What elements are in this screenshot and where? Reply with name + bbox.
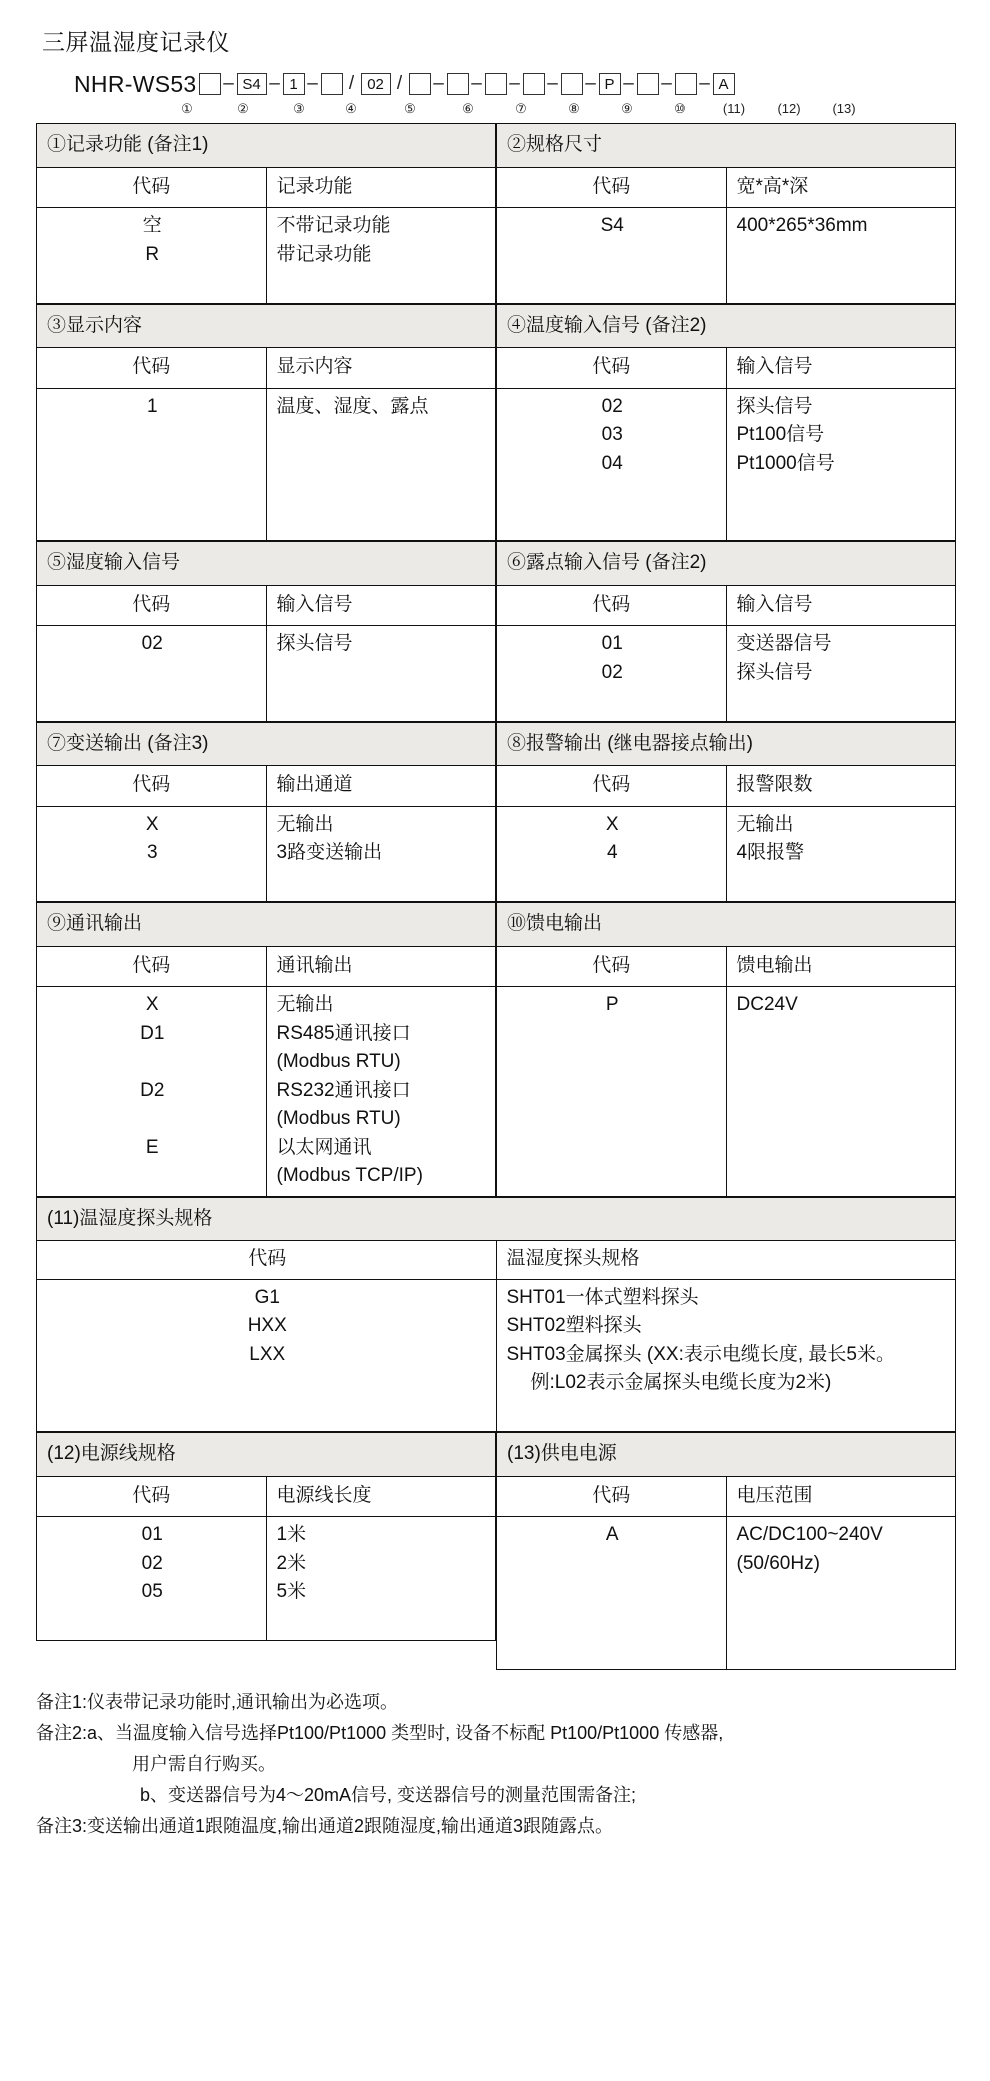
section-title: ⑤湿度输入信号	[37, 542, 496, 586]
model-code-row	[74, 67, 954, 101]
row-value: DC24V	[736, 994, 798, 1015]
table-row-codes	[497, 987, 727, 1197]
index-1: ①	[181, 101, 193, 116]
table-row-codes	[37, 626, 267, 722]
index-12: (12)	[777, 101, 801, 116]
row-code: 4	[606, 842, 618, 863]
column-header-value: 输入信号	[266, 585, 496, 626]
index-10: ⑩	[674, 101, 686, 116]
row-code: X	[145, 813, 159, 835]
row-code: HXX	[247, 1315, 287, 1336]
row-code: S4	[600, 215, 624, 236]
row-value: SHT03金属探头 (XX:表示电缆长度, 最长5米。	[506, 1343, 895, 1365]
section-8	[496, 722, 956, 903]
note-3: 备注3:变送输出通道1跟随温度,输出通道2跟随湿度,输出通道3跟随露点。	[36, 1816, 614, 1837]
row-value: 无输出	[276, 813, 334, 835]
page-title: 三屏温湿度记录仪	[42, 29, 230, 55]
model-box-8[interactable]	[485, 73, 507, 95]
column-header-code: 代码	[37, 766, 267, 807]
table-row-values	[726, 1517, 956, 1670]
table-row-codes	[37, 1279, 497, 1432]
row-value: 400*265*36mm	[736, 215, 868, 236]
model-separator: –	[307, 73, 318, 94]
model-box-5[interactable]: 02	[361, 73, 391, 95]
note-2b: b、变送器信号为4～20mA信号, 变送器信号的测量范围需备注;	[140, 1784, 637, 1805]
column-header-value: 馈电输出	[726, 946, 956, 987]
row-code: E	[145, 1136, 159, 1158]
row-value: 2米	[276, 1552, 307, 1574]
table-row-values	[266, 987, 496, 1197]
model-box-10[interactable]	[561, 73, 583, 95]
table-row-codes	[497, 1517, 727, 1670]
model-box-14[interactable]: A	[713, 73, 735, 95]
section-6	[496, 541, 956, 722]
row-value: 变送器信号	[736, 633, 832, 654]
section-pair-5-6	[36, 541, 956, 722]
column-header-value: 电源线长度	[266, 1476, 496, 1517]
row-code: 3	[146, 842, 158, 863]
table-row-values	[266, 1517, 496, 1641]
index-4: ④	[345, 101, 357, 116]
model-box-9[interactable]	[523, 73, 545, 95]
table-row-values	[266, 806, 496, 902]
column-header-code: 代码	[37, 167, 267, 208]
column-header-value: 显示内容	[266, 348, 496, 389]
row-code: 1	[146, 395, 158, 417]
table-row-codes	[497, 626, 727, 722]
row-value: 不带记录功能	[276, 215, 391, 236]
model-separator: –	[471, 73, 482, 94]
section-title: ⑥露点输入信号 (备注2)	[497, 542, 956, 586]
model-separator: –	[223, 73, 234, 94]
section-10	[496, 902, 956, 1197]
table-row-codes	[37, 987, 267, 1197]
note-2a-cont: 用户需自行购买。	[132, 1753, 276, 1774]
row-value: 1米	[276, 1524, 307, 1545]
row-code: 01	[141, 1524, 163, 1545]
column-header-value: 温湿度探头规格	[496, 1241, 956, 1280]
model-separator: –	[509, 73, 520, 94]
row-value: SHT02塑料探头	[506, 1315, 642, 1336]
column-header-code: 代码	[497, 585, 727, 626]
row-code: 02	[141, 633, 163, 654]
model-box-6[interactable]	[409, 73, 431, 95]
row-code: 03	[601, 424, 623, 445]
section-title: ⑨通讯输出	[37, 903, 496, 947]
section-12	[36, 1432, 496, 1670]
row-value: 探头信号	[736, 395, 813, 417]
row-value: 温度、湿度、露点	[276, 395, 429, 417]
column-header-value: 输出通道	[266, 766, 496, 807]
row-code: D2	[140, 1079, 165, 1101]
note-1: 备注1:仪表带记录功能时,通讯输出为必选项。	[36, 1691, 399, 1712]
model-separator: –	[585, 73, 596, 94]
row-value: Pt1000信号	[736, 452, 835, 474]
model-box-2[interactable]: S4	[237, 73, 267, 95]
section-title: ⑧报警输出 (继电器接点输出)	[497, 722, 956, 766]
table-row-values	[726, 626, 956, 722]
row-code: 02	[601, 395, 623, 417]
section-title: (11)温湿度探头规格	[37, 1197, 956, 1241]
column-header-value: 报警限数	[726, 766, 956, 807]
row-value: AC/DC100~240V (50/60Hz)	[736, 1524, 883, 1574]
table-row-codes	[37, 388, 267, 541]
section-9	[36, 902, 496, 1197]
row-code: LXX	[249, 1343, 286, 1365]
model-separator: /	[348, 73, 355, 94]
row-code: D1	[140, 1022, 165, 1044]
row-value: (Modbus RTU)	[276, 1108, 401, 1129]
row-code: A	[605, 1524, 619, 1545]
row-value: 例:L02表示金属探头电缆长度为2米)	[530, 1372, 832, 1393]
row-code: 02	[601, 661, 623, 683]
column-header-code: 代码	[37, 1241, 497, 1280]
column-header-code: 代码	[497, 766, 727, 807]
section-pair-12-13	[36, 1432, 956, 1670]
row-code: 05	[141, 1581, 163, 1602]
row-value: (Modbus TCP/IP)	[276, 1165, 423, 1186]
section-11	[36, 1197, 956, 1433]
section-title: ③显示内容	[37, 304, 496, 348]
model-separator: –	[623, 73, 634, 94]
table-row-values	[726, 388, 956, 541]
model-separator: –	[699, 73, 710, 94]
model-separator: –	[547, 73, 558, 94]
column-header-value: 记录功能	[266, 167, 496, 208]
row-value: Pt100信号	[736, 424, 825, 445]
column-header-value: 通讯输出	[266, 946, 496, 987]
section-pair-7-8	[36, 722, 956, 903]
column-header-code: 代码	[37, 946, 267, 987]
column-header-code: 代码	[37, 348, 267, 389]
table-row-values	[266, 388, 496, 541]
section-title: ⑦变送输出 (备注3)	[37, 722, 496, 766]
row-value: 4限报警	[736, 842, 805, 863]
row-value: RS485通讯接口	[276, 1022, 411, 1044]
model-separator: –	[269, 73, 280, 94]
section-7	[36, 722, 496, 903]
index-9: ⑨	[621, 101, 633, 116]
column-header-value: 输入信号	[726, 585, 956, 626]
table-row-values	[266, 208, 496, 304]
row-value: (Modbus RTU)	[276, 1051, 401, 1072]
section-title: ④温度输入信号 (备注2)	[497, 304, 956, 348]
row-value: SHT01一体式塑料探头	[506, 1286, 699, 1308]
column-header-code: 代码	[37, 585, 267, 626]
model-box-4[interactable]	[321, 73, 343, 95]
index-7: ⑦	[515, 101, 527, 116]
model-box-13[interactable]	[675, 73, 697, 95]
section-5	[36, 541, 496, 722]
row-value: 无输出	[736, 813, 794, 835]
index-2: ②	[237, 101, 249, 116]
column-header-code: 代码	[37, 1476, 267, 1517]
row-code: R	[145, 243, 160, 265]
notes-block	[36, 1688, 956, 1842]
row-code: 空	[142, 215, 162, 236]
table-row-values	[496, 1279, 956, 1432]
row-value: 探头信号	[736, 661, 813, 683]
index-5: ⑤	[404, 101, 416, 116]
index-8: ⑧	[568, 101, 580, 116]
column-header-value: 电压范围	[726, 1476, 956, 1517]
row-value: 探头信号	[276, 633, 353, 654]
section-title: ⑩馈电输出	[497, 903, 956, 947]
model-separator: /	[396, 73, 403, 94]
table-row-codes	[497, 388, 727, 541]
table-row-values	[266, 626, 496, 722]
model-box-7[interactable]	[447, 73, 469, 95]
model-prefix: NHR-WS53	[74, 70, 197, 97]
section-1	[36, 123, 496, 304]
row-code: 04	[601, 452, 623, 474]
row-value: 无输出	[276, 994, 334, 1015]
column-header-value: 输入信号	[726, 348, 956, 389]
index-3: ③	[293, 101, 305, 116]
column-header-code: 代码	[497, 348, 727, 389]
section-title: (13)供电电源	[497, 1433, 956, 1477]
column-header-code: 代码	[497, 1476, 727, 1517]
row-value: 带记录功能	[276, 243, 372, 265]
row-code: 02	[141, 1552, 163, 1574]
table-row-codes	[37, 1517, 267, 1641]
row-code: P	[605, 994, 619, 1015]
section-3	[36, 304, 496, 542]
section-pair-3-4	[36, 304, 956, 542]
row-code: G1	[254, 1286, 280, 1308]
row-code: X	[605, 813, 619, 835]
table-row-values	[726, 987, 956, 1197]
column-header-value: 宽*高*深	[726, 167, 956, 208]
row-value: RS232通讯接口	[276, 1079, 411, 1101]
row-code: 01	[601, 633, 623, 654]
index-13: (13)	[832, 101, 856, 116]
model-separator: –	[661, 73, 672, 94]
section-pair-1-2	[36, 123, 956, 304]
model-box-3[interactable]: 1	[283, 73, 305, 95]
table-row-codes	[37, 806, 267, 902]
model-box-1[interactable]	[199, 73, 221, 95]
table-row-codes	[37, 208, 267, 304]
row-value: 以太网通讯	[276, 1136, 372, 1158]
section-title: (12)电源线规格	[37, 1433, 496, 1477]
table-row-values	[726, 806, 956, 902]
model-index-row	[74, 101, 954, 123]
table-row-codes	[497, 806, 727, 902]
note-2a: 备注2:a、当温度输入信号选择Pt100/Pt1000 类型时, 设备不标配 Pt100/Pt1000 传感器,	[36, 1722, 724, 1743]
row-code: X	[145, 994, 159, 1015]
model-box-12[interactable]	[637, 73, 659, 95]
row-value: 3路变送输出	[276, 842, 383, 863]
section-title: ①记录功能 (备注1)	[37, 124, 496, 168]
column-header-code: 代码	[497, 167, 727, 208]
section-4	[496, 304, 956, 542]
index-6: ⑥	[462, 101, 474, 116]
section-title: ②规格尺寸	[497, 124, 956, 168]
section-pair-9-10	[36, 902, 956, 1197]
model-box-11[interactable]: P	[599, 73, 621, 95]
section-13	[496, 1432, 956, 1670]
row-value: 5米	[276, 1581, 307, 1602]
table-row-values	[726, 208, 956, 304]
section-2	[496, 123, 956, 304]
model-separator: –	[433, 73, 444, 94]
table-row-codes	[497, 208, 727, 304]
index-11: (11)	[722, 101, 746, 116]
column-header-code: 代码	[497, 946, 727, 987]
